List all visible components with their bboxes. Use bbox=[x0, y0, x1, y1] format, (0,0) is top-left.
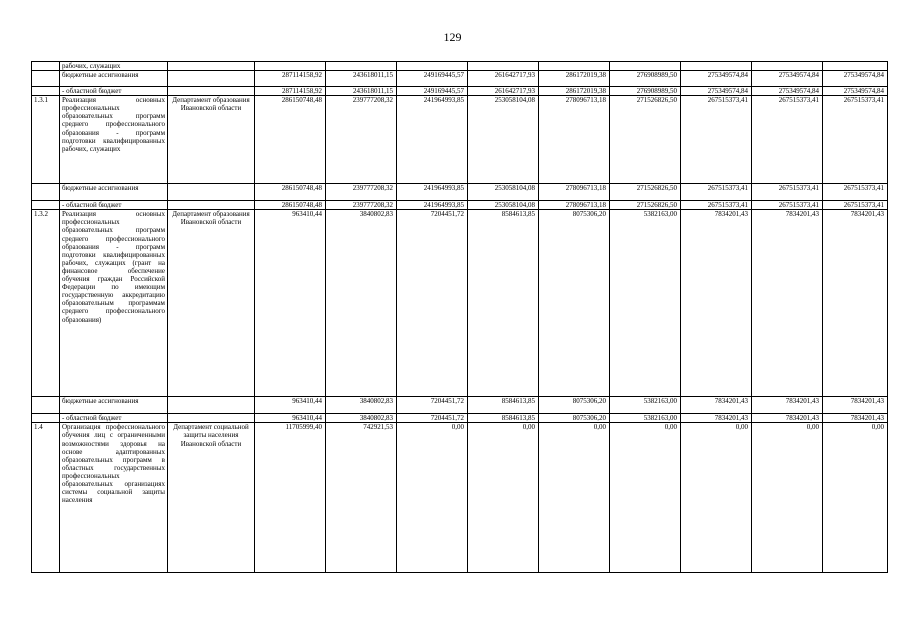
row-value: 275349574,84 bbox=[681, 87, 752, 96]
budget-table bbox=[31, 61, 888, 573]
row-code: 1.4 bbox=[32, 423, 60, 573]
row-value: 275349574,84 bbox=[681, 71, 752, 87]
row-value: 5382163,00 bbox=[610, 414, 681, 423]
row-value: 7204451,72 bbox=[397, 414, 468, 423]
row-value bbox=[539, 62, 610, 71]
row-description: Реализация основных профессиональных образовательных программ среднего профессионального образования - программ подготовки квалифицированных рабочих, служащих (грант на финансовое обеспечение обучения граждан Российской Федерации по имеющим государственную аккредитацию образовательным программам среднего профессионального образования) bbox=[60, 210, 168, 397]
table-row bbox=[32, 96, 888, 184]
row-value: 278096713,18 bbox=[539, 96, 610, 184]
row-value: 7834201,43 bbox=[752, 210, 823, 397]
row-value: 267515373,41 bbox=[752, 201, 823, 210]
row-value: 286172019,38 bbox=[539, 71, 610, 87]
row-code bbox=[32, 201, 60, 210]
row-code: 1.3.2 bbox=[32, 210, 60, 397]
row-code bbox=[32, 414, 60, 423]
row-value: 275349574,84 bbox=[752, 87, 823, 96]
row-value: 963410,44 bbox=[255, 397, 326, 414]
row-department bbox=[168, 414, 255, 423]
row-value: 0,00 bbox=[610, 423, 681, 573]
row-value: 278096713,18 bbox=[539, 201, 610, 210]
row-description: - областной бюджет bbox=[60, 414, 168, 423]
row-value: 3840802,83 bbox=[326, 210, 397, 397]
table-row bbox=[32, 201, 888, 210]
row-value bbox=[468, 62, 539, 71]
row-value: 7834201,43 bbox=[681, 397, 752, 414]
row-description: - областной бюджет bbox=[60, 201, 168, 210]
row-value: 253058104,08 bbox=[468, 184, 539, 201]
row-department bbox=[168, 87, 255, 96]
row-value: 276908989,50 bbox=[610, 87, 681, 96]
row-value: 0,00 bbox=[823, 423, 888, 573]
row-value: 243618011,15 bbox=[326, 71, 397, 87]
row-value: 261642717,93 bbox=[468, 71, 539, 87]
row-value: 275349574,84 bbox=[823, 87, 888, 96]
row-value: 286172019,38 bbox=[539, 87, 610, 96]
row-description: рабочих, служащих bbox=[60, 62, 168, 71]
row-department: Департамент образования Ивановской области bbox=[168, 96, 255, 184]
row-department: Департамент образования Ивановской области bbox=[168, 210, 255, 397]
row-value: 267515373,41 bbox=[752, 96, 823, 184]
row-value: 267515373,41 bbox=[681, 201, 752, 210]
row-value bbox=[823, 62, 888, 71]
row-description: бюджетные ассигнования bbox=[60, 397, 168, 414]
row-value: 267515373,41 bbox=[681, 96, 752, 184]
row-value: 7834201,43 bbox=[823, 397, 888, 414]
row-description: Организация профессионального обучения лиц с ограниченными возможностями здоровья на основе адаптированных образовательных программ в областных государственных профессиональных образовательных организациях системы социальной защиты населения bbox=[60, 423, 168, 573]
row-value: 8584613,85 bbox=[468, 210, 539, 397]
table-row bbox=[32, 184, 888, 201]
row-value: 11705999,40 bbox=[255, 423, 326, 573]
row-value: 243618011,15 bbox=[326, 87, 397, 96]
table-row bbox=[32, 423, 888, 573]
row-value: 286150748,48 bbox=[255, 184, 326, 201]
row-value: 0,00 bbox=[539, 423, 610, 573]
row-value: 8584613,85 bbox=[468, 414, 539, 423]
row-department bbox=[168, 71, 255, 87]
row-value: 267515373,41 bbox=[681, 184, 752, 201]
row-value: 267515373,41 bbox=[823, 184, 888, 201]
row-value: 239777208,32 bbox=[326, 184, 397, 201]
row-value: 249169445,57 bbox=[397, 71, 468, 87]
row-value: 8584613,85 bbox=[468, 397, 539, 414]
row-value: 286150748,48 bbox=[255, 201, 326, 210]
row-value: 7834201,43 bbox=[823, 210, 888, 397]
row-value bbox=[255, 62, 326, 71]
row-value: 287114158,92 bbox=[255, 87, 326, 96]
row-value bbox=[752, 62, 823, 71]
row-value: 742921,53 bbox=[326, 423, 397, 573]
row-value: 241964993,85 bbox=[397, 201, 468, 210]
row-description: Реализация основных профессиональных образовательных программ среднего профессионального образования - программ подготовки квалифицированных рабочих, служащих bbox=[60, 96, 168, 184]
row-value: 7834201,43 bbox=[752, 414, 823, 423]
row-value: 963410,44 bbox=[255, 210, 326, 397]
row-value: 271526826,50 bbox=[610, 201, 681, 210]
row-value: 271526826,50 bbox=[610, 184, 681, 201]
table-row bbox=[32, 414, 888, 423]
row-department bbox=[168, 397, 255, 414]
row-value: 241964993,85 bbox=[397, 96, 468, 184]
row-value: 7834201,43 bbox=[823, 414, 888, 423]
row-value: 3840802,83 bbox=[326, 414, 397, 423]
row-value: 267515373,41 bbox=[752, 184, 823, 201]
row-code bbox=[32, 71, 60, 87]
row-value: 0,00 bbox=[468, 423, 539, 573]
row-value: 0,00 bbox=[752, 423, 823, 573]
row-value: 267515373,41 bbox=[823, 96, 888, 184]
row-code bbox=[32, 397, 60, 414]
row-value: 3840802,83 bbox=[326, 397, 397, 414]
row-value: 5382163,00 bbox=[610, 397, 681, 414]
row-value: 276908989,50 bbox=[610, 71, 681, 87]
row-value: 8075306,20 bbox=[539, 210, 610, 397]
row-value: 7204451,72 bbox=[397, 397, 468, 414]
row-value: 7834201,43 bbox=[681, 414, 752, 423]
row-value: 249169445,57 bbox=[397, 87, 468, 96]
row-value: 241964993,85 bbox=[397, 184, 468, 201]
row-department bbox=[168, 62, 255, 71]
row-department bbox=[168, 184, 255, 201]
row-value bbox=[681, 62, 752, 71]
row-value: 239777208,32 bbox=[326, 96, 397, 184]
row-value bbox=[397, 62, 468, 71]
row-value: 7834201,43 bbox=[752, 397, 823, 414]
row-value: 275349574,84 bbox=[752, 71, 823, 87]
row-description: бюджетные ассигнования bbox=[60, 71, 168, 87]
row-code bbox=[32, 184, 60, 201]
row-value: 8075306,20 bbox=[539, 414, 610, 423]
row-value: 253058104,08 bbox=[468, 96, 539, 184]
row-value: 0,00 bbox=[397, 423, 468, 573]
row-value: 267515373,41 bbox=[823, 201, 888, 210]
row-value: 7204451,72 bbox=[397, 210, 468, 397]
row-value: 286150748,48 bbox=[255, 96, 326, 184]
row-code bbox=[32, 62, 60, 71]
row-value: 239777208,32 bbox=[326, 201, 397, 210]
page-number: 129 bbox=[443, 30, 462, 44]
row-department: Департамент социальной защиты населения Ивановской области bbox=[168, 423, 255, 573]
row-description: - областной бюджет bbox=[60, 87, 168, 96]
row-value: 261642717,93 bbox=[468, 87, 539, 96]
row-value: 278096713,18 bbox=[539, 184, 610, 201]
row-value: 963410,44 bbox=[255, 414, 326, 423]
row-description: бюджетные ассигнования bbox=[60, 184, 168, 201]
row-value: 5382163,00 bbox=[610, 210, 681, 397]
table-row bbox=[32, 210, 888, 397]
row-department bbox=[168, 201, 255, 210]
table-row bbox=[32, 87, 888, 96]
row-code: 1.3.1 bbox=[32, 96, 60, 184]
row-value: 8075306,20 bbox=[539, 397, 610, 414]
row-value: 271526826,50 bbox=[610, 96, 681, 184]
row-value bbox=[610, 62, 681, 71]
row-value bbox=[326, 62, 397, 71]
table-row bbox=[32, 62, 888, 71]
row-code bbox=[32, 87, 60, 96]
row-value: 275349574,84 bbox=[823, 71, 888, 87]
table-row bbox=[32, 397, 888, 414]
row-value: 253058104,08 bbox=[468, 201, 539, 210]
table-row bbox=[32, 71, 888, 87]
row-value: 7834201,43 bbox=[681, 210, 752, 397]
row-value: 287114158,92 bbox=[255, 71, 326, 87]
row-value: 0,00 bbox=[681, 423, 752, 573]
